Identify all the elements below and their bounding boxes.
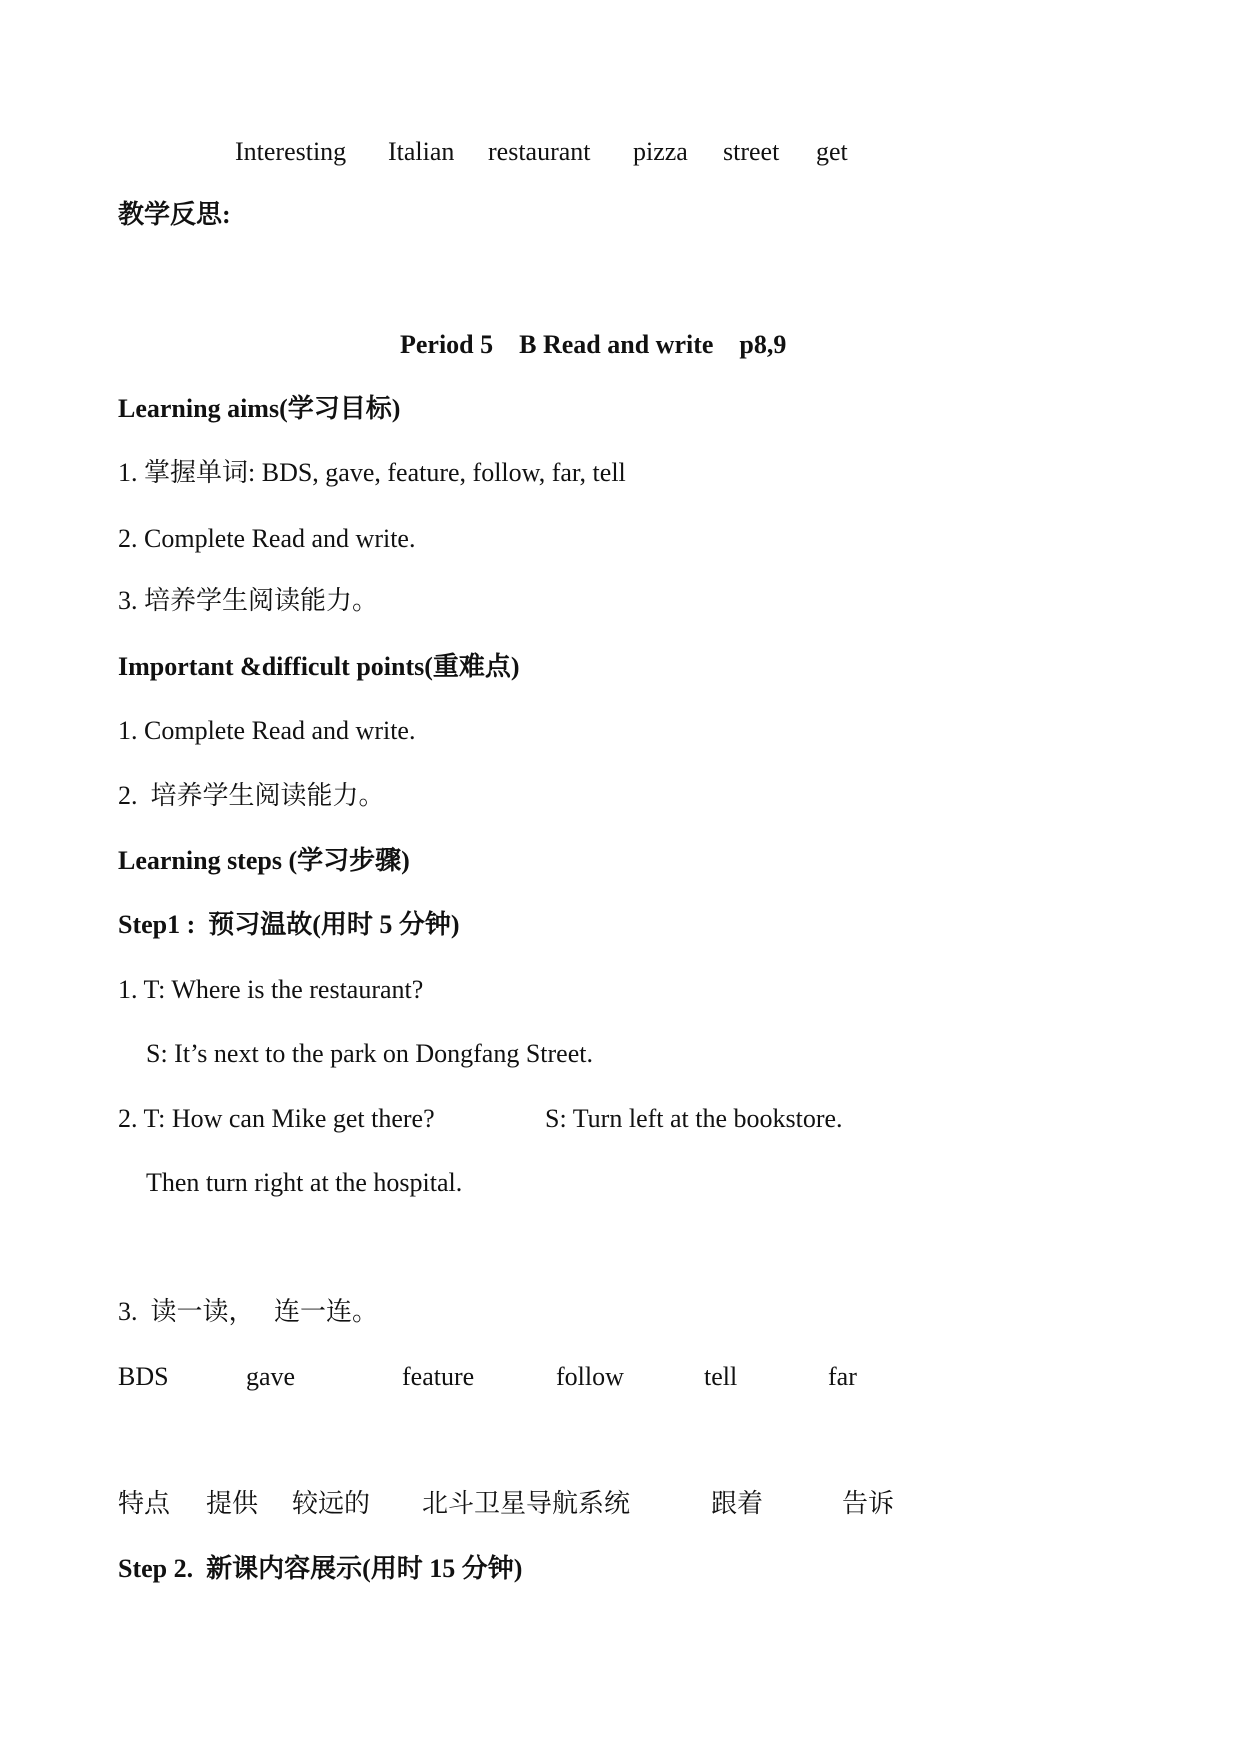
points-item-1: 1. Complete Read and write. (118, 716, 416, 745)
english-word: gave (246, 1362, 296, 1391)
top-word: street (723, 137, 780, 166)
chinese-word: 特点 (118, 1489, 171, 1518)
top-word: Interesting (235, 137, 347, 166)
top-word: pizza (633, 137, 688, 166)
aims-item-2: 2. Complete Read and write. (118, 524, 416, 553)
top-word: get (816, 137, 848, 166)
aims-heading: Learning aims(学习目标) (118, 394, 401, 423)
step1-answer-1: S: It’s next to the park on Dongfang Street. (146, 1039, 593, 1068)
aims-item-3: 3. 培养学生阅读能力。 (118, 586, 379, 615)
chinese-word: 较远的 (292, 1489, 371, 1518)
step1-heading: Step1 : 预习温故(用时 5 分钟) (118, 910, 460, 939)
step1-question-3: 3. 读一读， 连一连。 (118, 1297, 379, 1326)
english-word: far (828, 1362, 857, 1391)
chinese-word: 跟着 (711, 1489, 764, 1518)
steps-heading: Learning steps (学习步骤) (118, 846, 410, 875)
english-word: BDS (118, 1362, 169, 1391)
chinese-word: 告诉 (842, 1489, 895, 1518)
step2-heading: Step 2. 新课内容展示(用时 15 分钟) (118, 1554, 523, 1583)
step1-answer-2a: S: Turn left at the bookstore. (545, 1104, 843, 1133)
aims-item-1: 1. 掌握单词: BDS, gave, feature, follow, far, tell (118, 458, 626, 487)
points-item-2: 2. 培养学生阅读能力。 (118, 781, 385, 810)
reflection-heading: 教学反思: (118, 200, 231, 229)
top-word: restaurant (488, 137, 591, 166)
step1-question-2: 2. T: How can Mike get there? (118, 1104, 435, 1133)
chinese-word: 提供 (206, 1489, 259, 1518)
chinese-word: 北斗卫星导航系统 (422, 1489, 631, 1518)
english-word: feature (402, 1362, 475, 1391)
top-word: Italian (388, 137, 455, 166)
step1-question-1: 1. T: Where is the restaurant? (118, 975, 424, 1004)
step1-answer-2b: Then turn right at the hospital. (146, 1168, 463, 1197)
points-heading: Important &difficult points(重难点) (118, 652, 520, 681)
english-word: tell (704, 1362, 738, 1391)
english-word: follow (556, 1362, 624, 1391)
period-title: Period 5 B Read and write p8,9 (400, 330, 787, 359)
